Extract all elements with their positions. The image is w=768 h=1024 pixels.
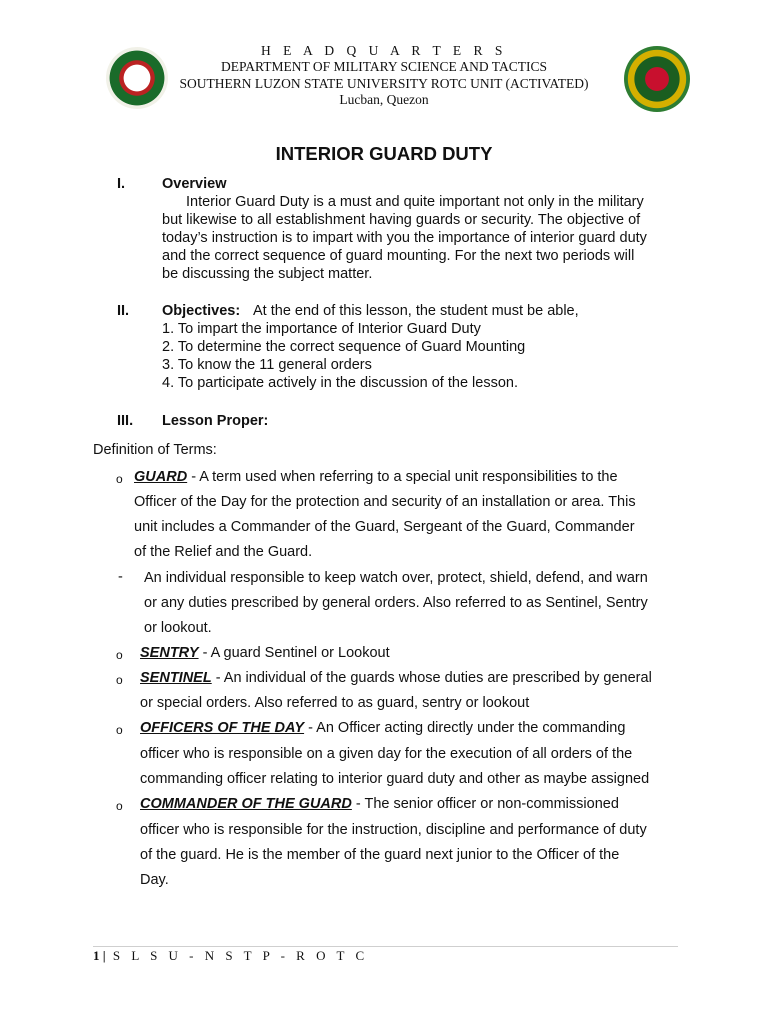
ood-line: commanding officer relating to interior guard duty and other as maybe assigned <box>140 771 650 787</box>
cog-line: - The senior officer or non-commissioned <box>351 796 619 812</box>
list-bullet: o <box>116 723 123 737</box>
objective-item: 2. To determine the correct sequence of Guard Mounting <box>162 339 526 355</box>
ood-line: - An Officer acting directly under the commanding <box>304 720 626 736</box>
lesson-number: III. <box>117 413 134 429</box>
guard-line: Officer of the Day for the protection and security of an installation or area. This <box>134 494 636 510</box>
header-headquarters: H E A D Q U A R T E R S <box>261 43 507 58</box>
term-commander-of-the-guard: COMMANDER OF THE GUARD <box>140 796 352 812</box>
guard-sub-line: or any duties prescribed by general orders. Also referred to as Sentinel, Sentry <box>144 595 648 611</box>
guard-line: - A term used when referring to a special unit responsibilities to the <box>187 469 618 485</box>
list-bullet: o <box>116 799 123 813</box>
footer-text: S L S U - N S T P - R O T C <box>112 948 369 963</box>
list-bullet: o <box>116 673 123 687</box>
term-sentry: SENTRY <box>140 645 199 661</box>
overview-line: today’s instruction is to impart with you the importance of interior guard duty <box>162 230 647 246</box>
list-dash: - <box>118 569 123 585</box>
page-title: INTERIOR GUARD DUTY <box>275 143 493 164</box>
cog-line: officer who is responsible for the instruction, discipline and performance of duty <box>140 822 647 838</box>
cog-line: of the guard. He is the member of the guard next junior to the Officer of the <box>140 847 620 863</box>
definitions-label: Definition of Terms: <box>93 442 217 458</box>
lesson-heading: Lesson Proper: <box>162 413 269 429</box>
overview-line: Interior Guard Duty is a must and quite important not only in the military <box>186 194 644 210</box>
header-department: DEPARTMENT OF MILITARY SCIENCE AND TACTICS <box>221 59 547 74</box>
sentry-definition <box>140 644 390 662</box>
sentinel-line: or special orders. Also referred to as guard, sentry or lookout <box>140 695 530 711</box>
overview-line: and the correct sequence of guard mounting. For the next two periods will <box>162 248 635 264</box>
list-bullet: o <box>116 648 123 662</box>
header-university: SOUTHERN LUZON STATE UNIVERSITY ROTC UNIT (ACTIVATED) <box>179 76 589 91</box>
cog-line: Day. <box>140 872 169 888</box>
sentry-def: - A guard Sentinel or Lookout <box>198 645 390 661</box>
overview-line: but likewise to all establishment having guards or security. The objective of <box>162 212 641 228</box>
objectives-heading: Objectives: <box>162 303 241 319</box>
ood-line: officer who is responsible on a given day for the execution of all orders of the <box>140 746 633 762</box>
guard-line: unit includes a Commander of the Guard, Sergeant of the Guard, Commander <box>134 519 635 535</box>
guard-definition <box>134 468 618 486</box>
term-sentinel: SENTINEL <box>140 670 212 686</box>
list-bullet: o <box>116 472 123 486</box>
ood-definition <box>140 719 625 737</box>
header-location: Lucban, Quezon <box>339 92 429 107</box>
overview-line: be discussing the subject matter. <box>162 266 373 282</box>
sentinel-line: - An individual of the guards whose duties are prescribed by general <box>211 670 652 686</box>
objectives-number: II. <box>117 303 130 319</box>
cog-definition <box>140 795 619 813</box>
guard-line: of the Relief and the Guard. <box>134 544 313 560</box>
overview-heading: Overview <box>162 176 227 192</box>
objective-item: 1. To impart the importance of Interior Guard Duty <box>162 321 481 337</box>
term-officers-of-the-day: OFFICERS OF THE DAY <box>140 720 305 736</box>
overview-number: I. <box>117 176 126 192</box>
footer-divider <box>93 946 678 947</box>
guard-sub-line: or lookout. <box>144 620 212 636</box>
page-footer <box>93 948 368 964</box>
guard-sub-line: An individual responsible to keep watch over, protect, shield, defend, and warn <box>144 570 648 586</box>
page-number: 1 | <box>93 948 106 963</box>
objective-item: 4. To participate actively in the discussion of the lesson. <box>162 375 518 391</box>
objective-item: 3. To know the 11 general orders <box>162 357 372 373</box>
objectives-intro: At the end of this lesson, the student must be able, <box>253 303 579 319</box>
sentinel-definition <box>140 669 652 687</box>
term-guard: GUARD <box>134 469 188 485</box>
